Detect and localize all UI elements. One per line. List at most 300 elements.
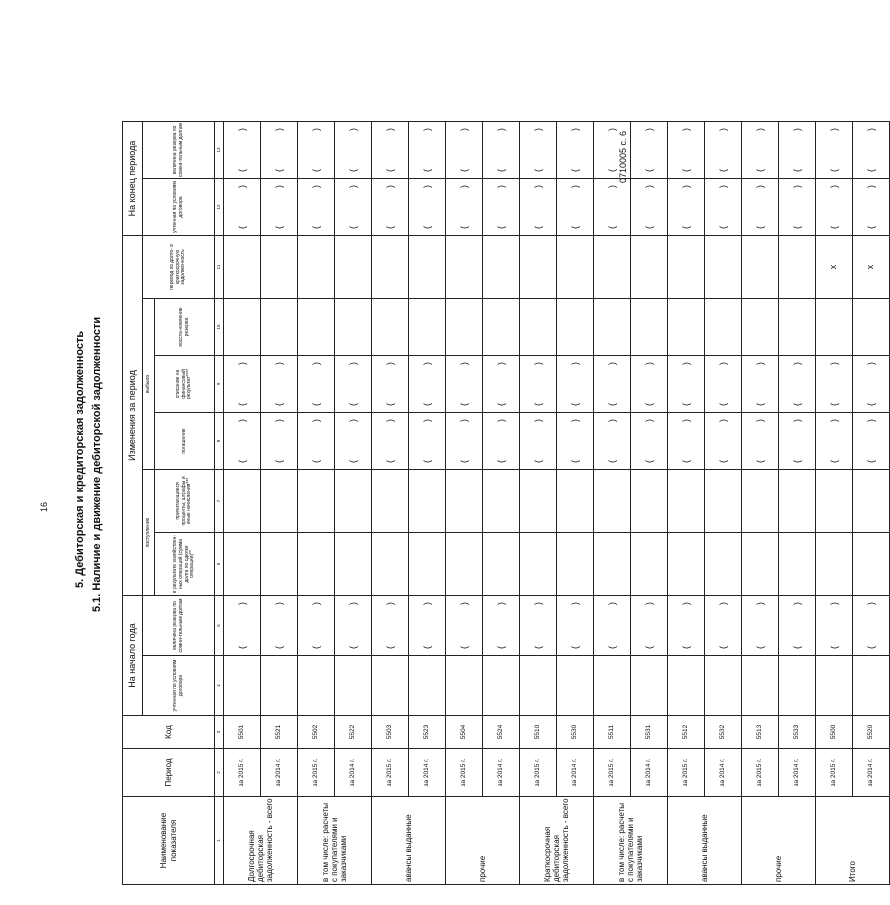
paren-open: ( <box>421 226 432 229</box>
column-number: 11 <box>215 236 224 299</box>
table-row <box>631 122 668 885</box>
paren-open: ( <box>754 460 765 463</box>
paren-close: ) <box>643 362 654 365</box>
value-cell <box>816 596 853 656</box>
paren-open: ( <box>532 460 543 463</box>
value-cell <box>372 533 409 596</box>
paren-open: ( <box>347 646 358 649</box>
value-cell <box>372 470 409 533</box>
paren-close: ) <box>495 185 506 188</box>
value-cell <box>557 179 594 236</box>
paren-close: ) <box>643 419 654 422</box>
paren-open: ( <box>606 460 617 463</box>
value-cell <box>520 533 557 596</box>
row-period: за 2015 г. <box>668 749 705 797</box>
table-row <box>594 122 631 885</box>
value-cell <box>224 656 261 716</box>
paren-close: ) <box>310 362 321 365</box>
section-subtitle: 5.1. Наличие и движение дебиторской задолженности <box>91 316 103 612</box>
paren-open: ( <box>458 169 469 172</box>
paren-close: ) <box>791 362 802 365</box>
row-code: 5513 <box>742 716 779 749</box>
paren-close: ) <box>532 362 543 365</box>
value-cell <box>668 656 705 716</box>
value-cell <box>520 413 557 470</box>
paren-close: ) <box>384 128 395 131</box>
paren-open: ( <box>791 460 802 463</box>
table-row <box>335 122 372 885</box>
value-cell <box>631 179 668 236</box>
row-code: 5521 <box>261 716 298 749</box>
row-name: прочие <box>742 797 816 885</box>
row-period: за 2015 г. <box>520 749 557 797</box>
value-cell <box>298 356 335 413</box>
paren-open: ( <box>569 403 580 406</box>
value-cell <box>446 356 483 413</box>
value-cell <box>409 236 446 299</box>
row-name: прочие <box>446 797 520 885</box>
value-cell <box>742 122 779 179</box>
paren-open: ( <box>421 403 432 406</box>
paren-open: ( <box>717 460 728 463</box>
row-period: за 2014 г. <box>631 749 668 797</box>
paren-open: ( <box>680 226 691 229</box>
table-row <box>261 122 298 885</box>
value-cell <box>446 236 483 299</box>
value-cell <box>446 179 483 236</box>
paren-close: ) <box>384 419 395 422</box>
row-period: за 2014 г. <box>779 749 816 797</box>
paren-open: ( <box>495 226 506 229</box>
value-cell <box>594 356 631 413</box>
paren-open: ( <box>384 226 395 229</box>
paren-close: ) <box>828 362 839 365</box>
paren-close: ) <box>643 128 654 131</box>
value-cell <box>742 299 779 356</box>
row-period: за 2014 г. <box>705 749 742 797</box>
paren-open: ( <box>643 460 654 463</box>
row-name: Краткосрочная дебиторская задолженность - всего <box>520 797 594 885</box>
value-cell <box>779 356 816 413</box>
paren-close: ) <box>754 362 765 365</box>
value-cell <box>446 470 483 533</box>
value-cell <box>372 236 409 299</box>
value-cell <box>779 596 816 656</box>
value-cell <box>742 413 779 470</box>
value-cell <box>594 533 631 596</box>
row-period: за 2014 г. <box>483 749 520 797</box>
value-cell <box>224 470 261 533</box>
paren-open: ( <box>865 169 876 172</box>
value-cell <box>853 179 890 236</box>
value-cell <box>335 596 372 656</box>
paren-close: ) <box>236 128 247 131</box>
paren-open: ( <box>828 460 839 463</box>
row-code: 5524 <box>483 716 520 749</box>
paren-open: ( <box>236 460 247 463</box>
row-code: 5511 <box>594 716 631 749</box>
value-cell <box>335 413 372 470</box>
paren-close: ) <box>754 128 765 131</box>
paren-close: ) <box>828 419 839 422</box>
value-cell <box>298 656 335 716</box>
table-row <box>446 122 483 885</box>
table-row <box>372 122 409 885</box>
table-row <box>816 122 853 885</box>
paren-open: ( <box>828 169 839 172</box>
paren-open: ( <box>310 646 321 649</box>
paren-close: ) <box>347 419 358 422</box>
value-cell <box>594 122 631 179</box>
paren-open: ( <box>273 226 284 229</box>
value-cell <box>631 236 668 299</box>
value-cell <box>335 236 372 299</box>
value-cell <box>261 413 298 470</box>
value-cell <box>631 122 668 179</box>
paren-open: ( <box>754 226 765 229</box>
table-row <box>224 122 261 885</box>
paren-open: ( <box>532 646 543 649</box>
paren-close: ) <box>606 362 617 365</box>
value-cell <box>520 179 557 236</box>
paren-open: ( <box>273 403 284 406</box>
paren-open: ( <box>680 646 691 649</box>
value-cell <box>853 413 890 470</box>
paren-open: ( <box>643 169 654 172</box>
paren-open: ( <box>717 646 728 649</box>
paren-open: ( <box>421 460 432 463</box>
value-cell <box>705 470 742 533</box>
paren-close: ) <box>421 185 432 188</box>
row-period: за 2014 г. <box>261 749 298 797</box>
value-cell <box>557 122 594 179</box>
value-cell <box>446 122 483 179</box>
paren-close: ) <box>828 185 839 188</box>
paren-open: ( <box>606 226 617 229</box>
header-business-ops: в результате хозяйствен-ных операций (сумма долга по сделке операции)** <box>155 533 215 596</box>
paren-open: ( <box>680 169 691 172</box>
value-cell <box>298 179 335 236</box>
paren-close: ) <box>273 362 284 365</box>
value-cell <box>742 656 779 716</box>
value-cell <box>668 533 705 596</box>
paren-open: ( <box>643 403 654 406</box>
paren-close: ) <box>347 362 358 365</box>
row-code: 5501 <box>224 716 261 749</box>
value-cell <box>335 299 372 356</box>
column-number: 7 <box>215 470 224 533</box>
row-code: 5504 <box>446 716 483 749</box>
value-cell <box>261 299 298 356</box>
paren-open: ( <box>273 460 284 463</box>
paren-close: ) <box>495 362 506 365</box>
row-period: за 2015 г. <box>298 749 335 797</box>
paren-open: ( <box>458 226 469 229</box>
value-cell <box>372 413 409 470</box>
page-title: 5. Дебиторская и кредиторская задолженность <box>74 330 86 588</box>
paren-close: ) <box>680 128 691 131</box>
paren-close: ) <box>347 185 358 188</box>
paren-close: ) <box>717 185 728 188</box>
table-row <box>557 122 594 885</box>
paren-open: ( <box>458 460 469 463</box>
header-transfer: перевод из долго- в краткосрочную задолженность <box>143 236 215 299</box>
row-code: 5533 <box>779 716 816 749</box>
paren-open: ( <box>643 646 654 649</box>
value-cell <box>520 236 557 299</box>
paren-open: ( <box>791 226 802 229</box>
paren-close: ) <box>236 419 247 422</box>
paren-open: ( <box>828 403 839 406</box>
paren-open: ( <box>606 169 617 172</box>
paren-open: ( <box>458 403 469 406</box>
paren-close: ) <box>791 419 802 422</box>
value-cell <box>520 356 557 413</box>
paren-open: ( <box>458 646 469 649</box>
row-code: 5503 <box>372 716 409 749</box>
row-period: за 2014 г. <box>335 749 372 797</box>
value-cell <box>779 179 816 236</box>
row-period: за 2015 г. <box>224 749 261 797</box>
paren-close: ) <box>273 419 284 422</box>
row-period: за 2015 г. <box>816 749 853 797</box>
paren-close: ) <box>421 602 432 605</box>
value-cell <box>224 533 261 596</box>
value-cell <box>261 236 298 299</box>
value-cell <box>557 470 594 533</box>
value-cell <box>668 413 705 470</box>
value-cell <box>816 356 853 413</box>
row-code: 5510 <box>520 716 557 749</box>
header-restore: восста-новление резерва <box>155 299 215 356</box>
paren-close: ) <box>458 419 469 422</box>
value-cell <box>853 356 890 413</box>
paren-close: ) <box>569 185 580 188</box>
paren-close: ) <box>680 602 691 605</box>
column-number: 2 <box>215 749 224 797</box>
paren-close: ) <box>495 602 506 605</box>
paren-open: ( <box>347 169 358 172</box>
paren-close: ) <box>384 185 395 188</box>
value-cell <box>816 413 853 470</box>
paren-open: ( <box>606 403 617 406</box>
paren-open: ( <box>791 169 802 172</box>
paren-close: ) <box>828 602 839 605</box>
paren-open: ( <box>236 169 247 172</box>
value-cell <box>668 299 705 356</box>
paren-close: ) <box>606 128 617 131</box>
header-repayment: погашение <box>155 413 215 470</box>
paren-open: ( <box>421 646 432 649</box>
value-cell <box>261 179 298 236</box>
value-cell <box>594 656 631 716</box>
value-cell <box>705 656 742 716</box>
value-cell <box>668 122 705 179</box>
value-cell <box>335 470 372 533</box>
paren-close: ) <box>828 128 839 131</box>
header-interest: причитающиеся проценты, штрафы и иные начисления*** <box>155 470 215 533</box>
paren-close: ) <box>791 128 802 131</box>
column-number: 4 <box>215 656 224 716</box>
value-cell <box>261 656 298 716</box>
row-name: авансы выданные <box>668 797 742 885</box>
paren-open: ( <box>865 460 876 463</box>
receivables-table <box>122 121 890 885</box>
value-cell <box>483 533 520 596</box>
value-cell <box>779 470 816 533</box>
paren-close: ) <box>310 128 321 131</box>
column-number: 10 <box>215 299 224 356</box>
value-cell <box>816 299 853 356</box>
cross-mark: x <box>865 264 876 270</box>
value-cell <box>224 122 261 179</box>
paren-close: ) <box>606 419 617 422</box>
value-cell <box>446 596 483 656</box>
paren-open: ( <box>236 226 247 229</box>
paren-close: ) <box>310 185 321 188</box>
paren-close: ) <box>569 602 580 605</box>
paren-open: ( <box>236 403 247 406</box>
value-cell <box>557 533 594 596</box>
paren-close: ) <box>495 419 506 422</box>
value-cell <box>816 533 853 596</box>
value-cell <box>409 470 446 533</box>
value-cell <box>631 356 668 413</box>
paren-close: ) <box>458 362 469 365</box>
row-period: за 2014 г. <box>853 749 890 797</box>
header-terms-end: учтенная по условиям договора <box>143 179 215 236</box>
paren-close: ) <box>754 602 765 605</box>
value-cell <box>779 299 816 356</box>
value-cell <box>446 656 483 716</box>
paren-open: ( <box>754 646 765 649</box>
value-cell <box>335 356 372 413</box>
paren-open: ( <box>569 460 580 463</box>
paren-close: ) <box>717 602 728 605</box>
value-cell <box>742 236 779 299</box>
value-cell <box>298 470 335 533</box>
value-cell <box>631 413 668 470</box>
value-cell <box>742 596 779 656</box>
value-cell <box>853 470 890 533</box>
paren-close: ) <box>421 128 432 131</box>
value-cell <box>372 122 409 179</box>
header-writeoff: списание на финансовый результат**** <box>155 356 215 413</box>
value-cell <box>409 533 446 596</box>
paren-open: ( <box>791 646 802 649</box>
value-cell <box>409 356 446 413</box>
paren-open: ( <box>680 403 691 406</box>
header-changes: Изменения за период <box>123 236 143 596</box>
value-cell <box>224 236 261 299</box>
value-cell <box>631 299 668 356</box>
paren-open: ( <box>680 460 691 463</box>
paren-close: ) <box>347 128 358 131</box>
value-cell <box>520 299 557 356</box>
paren-close: ) <box>384 602 395 605</box>
header-code: Код <box>123 716 215 749</box>
table-row <box>298 122 335 885</box>
row-code: 5520 <box>853 716 890 749</box>
column-number: 8 <box>215 413 224 470</box>
value-cell <box>779 656 816 716</box>
value-cell <box>705 356 742 413</box>
value-cell <box>779 122 816 179</box>
column-number: 13 <box>215 122 224 179</box>
value-cell <box>779 236 816 299</box>
value-cell <box>298 413 335 470</box>
row-code: 5512 <box>668 716 705 749</box>
paren-open: ( <box>606 646 617 649</box>
value-cell <box>742 533 779 596</box>
value-cell <box>557 356 594 413</box>
value-cell <box>742 356 779 413</box>
column-number: 12 <box>215 179 224 236</box>
paren-close: ) <box>680 362 691 365</box>
value-cell <box>224 356 261 413</box>
cross-mark: x <box>828 264 839 270</box>
value-cell <box>409 656 446 716</box>
header-period: Период <box>123 749 215 797</box>
table-row <box>483 122 520 885</box>
value-cell <box>742 470 779 533</box>
row-code: 5523 <box>409 716 446 749</box>
paren-close: ) <box>495 128 506 131</box>
paren-close: ) <box>273 185 284 188</box>
paren-close: ) <box>643 185 654 188</box>
paren-open: ( <box>717 226 728 229</box>
paren-close: ) <box>717 128 728 131</box>
value-cell <box>483 179 520 236</box>
value-cell <box>409 413 446 470</box>
paren-open: ( <box>717 403 728 406</box>
table-row <box>853 122 890 885</box>
value-cell <box>668 596 705 656</box>
value-cell <box>261 533 298 596</box>
paren-close: ) <box>273 128 284 131</box>
value-cell <box>668 236 705 299</box>
paren-close: ) <box>458 128 469 131</box>
paren-open: ( <box>347 226 358 229</box>
paren-open: ( <box>791 403 802 406</box>
paren-open: ( <box>310 226 321 229</box>
value-cell <box>224 596 261 656</box>
paren-close: ) <box>865 362 876 365</box>
value-cell <box>705 533 742 596</box>
value-cell <box>816 179 853 236</box>
paren-close: ) <box>347 602 358 605</box>
paren-close: ) <box>643 602 654 605</box>
paren-open: ( <box>495 169 506 172</box>
paren-close: ) <box>606 185 617 188</box>
row-period: за 2014 г. <box>557 749 594 797</box>
row-name: в том числе: расчеты с покупателями и заказчиками <box>594 797 668 885</box>
paren-close: ) <box>680 185 691 188</box>
value-cell <box>779 413 816 470</box>
value-cell <box>742 179 779 236</box>
value-cell <box>483 236 520 299</box>
table-row <box>705 122 742 885</box>
column-number: 6 <box>215 533 224 596</box>
column-number: 5 <box>215 596 224 656</box>
value-cell <box>224 413 261 470</box>
paren-close: ) <box>606 602 617 605</box>
paren-open: ( <box>421 169 432 172</box>
paren-close: ) <box>532 128 543 131</box>
paren-close: ) <box>754 185 765 188</box>
value-cell <box>372 356 409 413</box>
paren-close: ) <box>717 419 728 422</box>
